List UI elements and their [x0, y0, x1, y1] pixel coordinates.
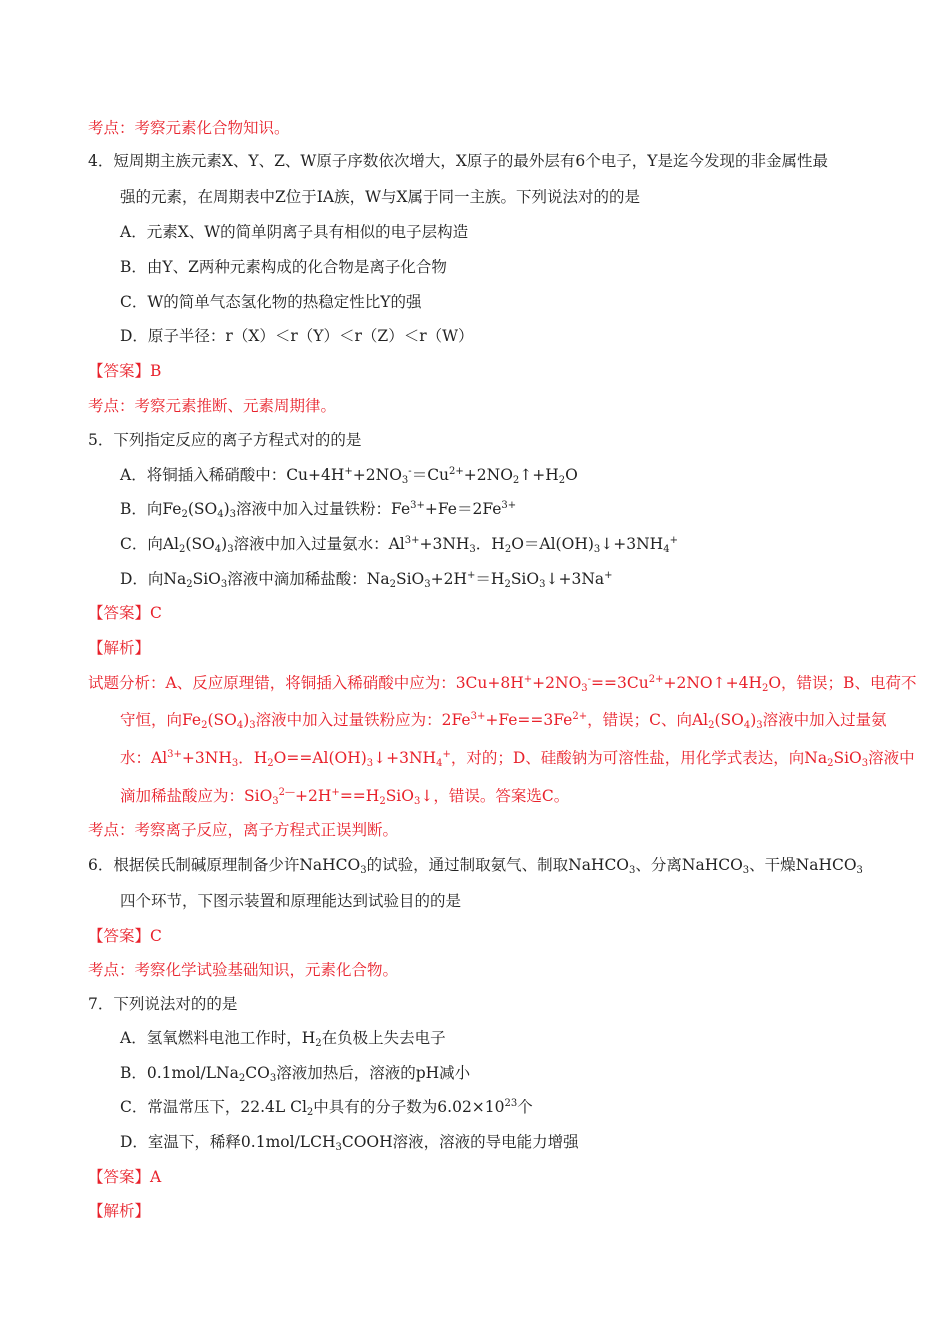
- text-line: 4．短周期主族元素X、Y、Z、W原子序数依次增大，X原子的最外层有6个电子，Y是迄今发现的非金属性最: [88, 152, 828, 170]
- text-line: D．室温下，稀释$0.1mol/LCH_3COOH$溶液，溶液的导电能力增强: [120, 1133, 579, 1153]
- text-line: 5．下列指定反应的离子方程式对的的是: [88, 431, 362, 449]
- text-line: 四个环节，下图示装置和原理能达到试验目的的是: [120, 892, 462, 910]
- text-line: C．W的简单气态氢化物的热稳定性比Y的强: [120, 293, 422, 311]
- text-line: 考点：考察化学试验基础知识，元素化合物。: [88, 961, 399, 979]
- text-line: 【答案】C: [88, 604, 162, 622]
- text-line: C．常温常压下，22.4L $Cl_2$中具有的分子数为$6.02\times 10^{23}$个: [120, 1098, 533, 1118]
- text-line: 考点：考察元素化合物知识。: [88, 119, 290, 137]
- text-line: A．将铜插入稀硝酸中：$Cu+4H^++2NO_3^-=Cu^{2+}+2NO_2↑+H_2O$: [120, 466, 578, 486]
- text-line: 强的元素，在周期表中Z位于IA族，W与X属于同一主族。下列说法对的的是: [120, 188, 641, 206]
- text-line: B．$0.1mol/LNa_2CO_3$溶液加热后，溶液的pH减小: [120, 1064, 471, 1084]
- text-line: B．由Y、Z两种元素构成的化合物是离子化合物: [120, 258, 447, 276]
- text-line: A．元素X、W的简单阴离子具有相似的电子层构造: [120, 223, 469, 241]
- text-line: 水：$Al^{3+}+3NH_3$．$H_2O==Al(OH)_3↓+3NH_4^+$，对的；D、硅酸钠为可溶性盐，用化学式表达，向$Na_2SiO_3$溶液中: [120, 749, 915, 769]
- text-line: 守恒，向$Fe_2(SO_4)_3$溶液中加入过量铁粉应为：$2Fe^{3+}+Fe==3Fe^{2+}$，错误；C、向$Al_2(SO_4)_3$溶液中加入过量氨: [120, 711, 887, 731]
- text-line: 7．下列说法对的的是: [88, 995, 238, 1013]
- text-line: 滴加稀盐酸应为：$SiO_3^{2—}+2H^+==H_2SiO_3↓$，错误。答案选C。: [120, 787, 570, 807]
- text-line: 【答案】B: [88, 362, 162, 380]
- text-line: 【解析】: [88, 1202, 151, 1220]
- text-line: 考点：考察离子反应，离子方程式正误判断。: [88, 821, 399, 839]
- text-line: 考点：考察元素推断、元素周期律。: [88, 397, 337, 415]
- text-line: 【答案】A: [88, 1168, 162, 1186]
- text-line: C．向$Al_2(SO_4)_3$溶液中加入过量氨水：$Al^{3+}+3NH_3$．$H_2O=Al(OH)_3↓+3NH_4^+$: [120, 535, 678, 555]
- text-line: 6．根据侯氏制碱原理制备少许NaHCO$_3$的试验，通过制取氨气、制取NaHCO$_3$、分离NaHCO$_3$、干燥NaHCO$_3$: [88, 856, 863, 876]
- text-line: A．氢氧燃料电池工作时，$H_2$在负极上失去电子: [120, 1029, 446, 1049]
- text-line: 【答案】C: [88, 927, 162, 945]
- text-line: B．向$Fe_2(SO_4)_3$溶液中加入过量铁粉：$Fe^{3+}+Fe=2Fe^{3+}$: [120, 500, 517, 520]
- text-line: 【解析】: [88, 639, 151, 657]
- text-line: D．原子半径：r（X）＜r（Y）＜r（Z）＜r（W）: [120, 327, 474, 345]
- text-line: D．向$Na_2SiO_3$溶液中滴加稀盐酸：$Na_2SiO_3+2H^+=H_2SiO_3↓+3Na^+$: [120, 570, 613, 590]
- text-line: 试题分析：A、反应原理错，将铜插入稀硝酸中应为：$3Cu+8H^++2NO_3^-==3Cu^{2+}+2NO↑+4H_2O$，错误；B、电荷不: [88, 674, 917, 694]
